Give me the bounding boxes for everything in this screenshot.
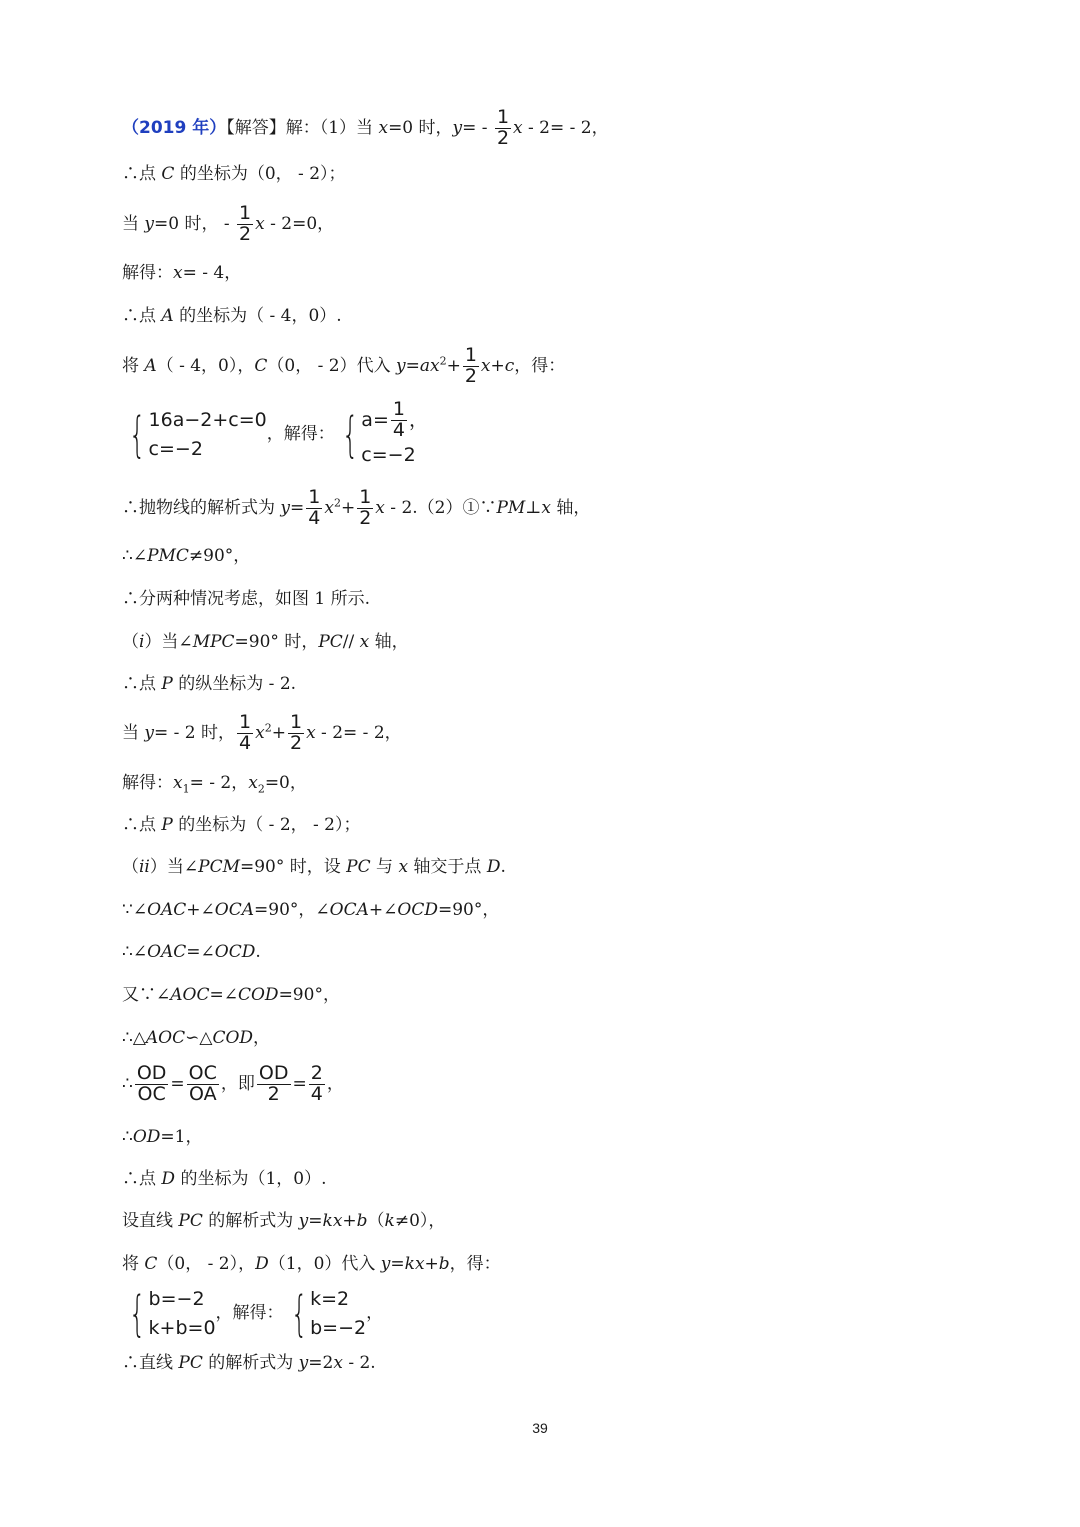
solution-line-19: 又∵∠AOC=∠COD=90°，	[122, 985, 340, 1005]
solution-line-27: ∴直线 PC 的解析式为 y=2x - 2.	[122, 1353, 376, 1373]
solution-line-5: ∴点 A 的坐标为（ - 4，0）.	[122, 306, 342, 326]
brace-system: { 16a−2+c=0 c=−2	[128, 406, 267, 463]
left-brace-icon: {	[341, 406, 359, 463]
solution-line-10: ∴分两种情况考虑，如图 1 所示.	[122, 589, 371, 609]
solution-line-15: ∴点 P 的坐标为（ - 2， - 2）；	[122, 815, 361, 835]
year-tag: （2019 年）	[122, 117, 227, 138]
brace-system: { k=2 b=−2	[290, 1285, 367, 1342]
solution-line-6: 将 A（ - 4，0），C（0， - 2）代入 $y=ax^2+$ $\frac{1}{2}$ x+c，得：	[122, 344, 566, 387]
solution-line-4: 解得：x= - 4，	[122, 263, 242, 283]
solution-line-1: （2019 年）【解答】解：（1）当 x=0 时，y= - $\frac{1}{2}$ x - 2= - 2，	[122, 106, 609, 149]
solution-line-12: ∴点 P 的纵坐标为 - 2.	[122, 674, 297, 694]
brace-system: { a= $\frac{1}{4}$ ， c=−2	[341, 398, 428, 466]
solution-line-11: （i）当∠MPC=90° 时，PC// x 轴，	[122, 632, 409, 652]
equation-system-1: { 16a−2+c=0 c=−2 ，解得： { a= $\frac{1}{4}$ ， c=−2	[122, 400, 428, 469]
fraction: $\frac{OD}{OC}$	[136, 1062, 167, 1105]
solution-line-9: ∴∠PMC≠90°，	[122, 546, 251, 566]
solution-line-13: 当 y= - 2 时， $\frac{1}{4}$ $x^2+$ $\frac{1}{2}$ x - 2= - 2，	[122, 711, 402, 754]
fraction: $\frac{1}{2}$	[359, 486, 372, 529]
page-number: 39	[532, 1420, 548, 1436]
left-brace-icon: {	[128, 406, 146, 463]
fraction: $\frac{1}{2}$	[239, 202, 252, 245]
solution-line-18: ∴∠OAC=∠OCD.	[122, 942, 261, 962]
equation-system-2: { b=−2 k+b=0 ，解得： { k=2 b=−2 ，	[122, 1285, 383, 1342]
left-brace-icon: {	[128, 1285, 146, 1342]
solution-line-3: 当 y=0 时， - $\frac{1}{2}$ x - 2=0，	[122, 202, 335, 245]
brace-system: { b=−2 k+b=0	[128, 1285, 216, 1342]
fraction: $\frac{1}{2}$	[464, 344, 477, 387]
solution-line-8: ∴抛物线的解析式为 y= $\frac{1}{4}$ $x^2+$ $\frac{1}{2}$ x - 2.（2）①∵PM⊥x 轴，	[122, 486, 591, 529]
solution-line-16: （ii）当∠PCM=90° 时，设 PC 与 x 轴交于点 D.	[122, 857, 506, 877]
solution-line-17: ∵∠OAC+∠OCA=90°，∠OCA+∠OCD=90°，	[122, 900, 500, 920]
fraction: $\frac{2}{4}$	[310, 1062, 323, 1105]
fraction: $\frac{1}{4}$	[308, 486, 321, 529]
left-brace-icon: {	[290, 1285, 308, 1342]
fraction: $\frac{1}{2}$	[289, 711, 303, 754]
solution-line-23: ∴点 D 的坐标为（1，0）.	[122, 1169, 327, 1189]
solution-line-21: ∴ $\frac{OD}{OC}$ = $\frac{OC}{OA}$ ，即 $\frac{OD}{2}$ = $\frac{2}{4}$ ，	[122, 1062, 344, 1105]
solution-line-2: ∴点 C 的坐标为（0， - 2）；	[122, 164, 346, 184]
fraction: $\frac{1}{4}$	[392, 398, 405, 441]
fraction: $\frac{OC}{OA}$	[188, 1062, 217, 1105]
solution-line-20: ∴△AOC∽△COD，	[122, 1028, 271, 1048]
fraction: $\frac{1}{2}$	[496, 106, 510, 149]
solution-line-24: 设直线 PC 的解析式为 y=kx+b（k≠0），	[122, 1211, 446, 1231]
solution-line-25: 将 C（0， - 2），D（1，0）代入 y=kx+b，得：	[122, 1254, 501, 1274]
solution-line-22: ∴OD=1，	[122, 1127, 203, 1147]
solution-line-14: 解得：$x_1= - 2$，$x_2=0$，	[122, 773, 307, 796]
fraction: $\frac{OD}{2}$	[258, 1062, 289, 1105]
fraction: $\frac{1}{4}$	[239, 711, 252, 754]
